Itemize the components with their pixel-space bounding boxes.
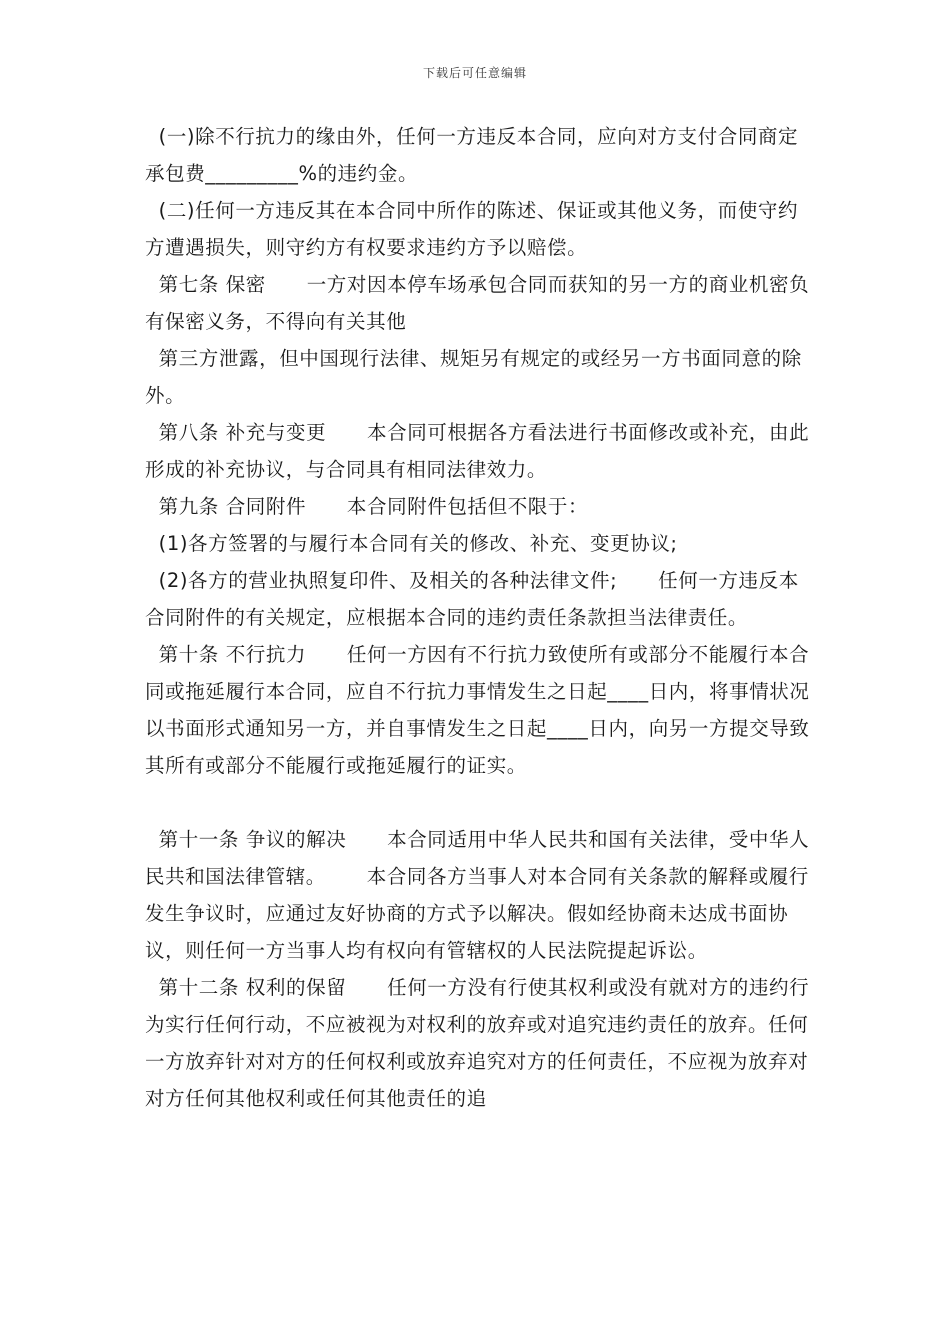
paragraph-attachment-item-1: (1)各方签署的与履行本合同有关的修改、补充、变更协议; [145, 532, 678, 555]
paragraph-breach-compensation: (二)任何一方违反其在本合同中所作的陈述、保证或其他义务，而使守约方遭遇损失，则守约方有权要求违约方予以赔偿。 [145, 199, 799, 259]
paragraph-attachment-item-2: (2)各方的营业执照复印件、及相关的各种法律文件; 任何一方违反本合同附件的有关规定，应根据本合同的违约责任条款担当法律责任。 [145, 569, 799, 629]
paragraph-article-11-disputes: 第十一条 争议的解决 本合同适用中华人民共和国有关法律，受中华人民共和国法律管辖。 本合同各方当事人对本合同有关条款的解释或履行发生争议时，应通过友好协商的方式予以解决。假如经协商未达成书面协议，则任何一方当事人均有权向有管辖权的人民法院提起诉讼。 [145, 828, 810, 962]
paragraph-article-10-force-majeure: 第十条 不行抗力 任何一方因有不行抗力致使所有或部分不能履行本合同或拖延履行本合同，应自不行抗力事情发生之日起____日内，将事情状况以书面形式通知另一方，并自事情发生之日起____日内，向另一方提交导致其所有或部分不能履行或拖延履行的证实。 [145, 643, 810, 777]
paragraph-article-12-reservation: 第十二条 权利的保留 任何一方没有行使其权利或没有就对方的违约行为实行任何行动，不应被视为对权利的放弃或对追究违约责任的放弃。任何一方放弃针对对方的任何权利或放弃追究对方的任何责任，不应视为放弃对对方任何其他权利或任何其他责任的追 [145, 976, 810, 1110]
paragraph-article-7-continued: 第三方泄露，但中国现行法律、规矩另有规定的或经另一方书面同意的除外。 [145, 347, 802, 407]
paragraph-breach-penalty: (一)除不行抗力的缘由外，任何一方违反本合同，应向对方支付合同商定承包费_________%的违约金。 [145, 125, 799, 185]
paragraph-article-9-attachments: 第九条 合同附件 本合同附件包括但不限于： [145, 495, 589, 518]
page-header: 下载后可任意编辑 [422, 66, 527, 80]
document-body [145, 118, 815, 1117]
paragraph-article-7-confidentiality: 第七条 保密 一方对因本停车场承包合同而获知的另一方的商业机密负有保密义务，不得向有关其他 [145, 273, 810, 333]
paragraph-article-8-amendment: 第八条 补充与变更 本合同可根据各方看法进行书面修改或补充，由此形成的补充协议，与合同具有相同法律效力。 [145, 421, 810, 481]
